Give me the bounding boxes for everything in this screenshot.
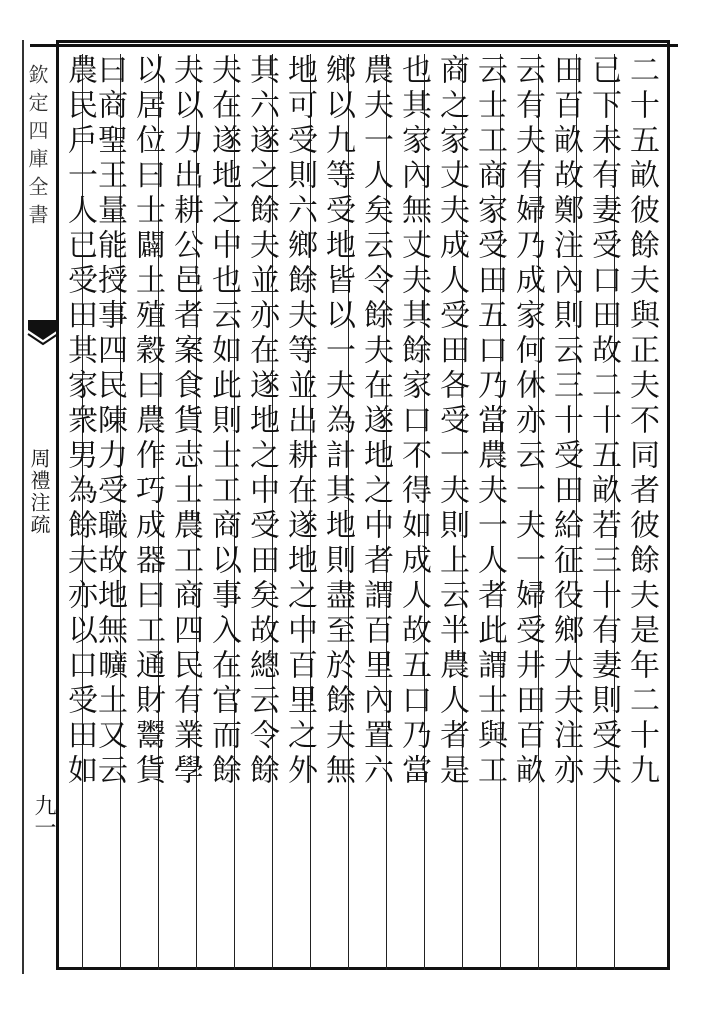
text-column: 夫以力出耕公邑者案食貨志士農工商四民有業學 [168, 54, 203, 789]
text-column: 夫在遂地之中也云如此則士工商以事入在官而餘 [206, 54, 241, 789]
text-column: 農夫一人矣云令餘夫在遂地之中者謂百里內置六 [358, 54, 393, 789]
text-column: 其六遂之餘夫並亦在遂地之中受田矣故總云令餘 [244, 54, 279, 789]
text-column: 也其家內無丈夫其餘家口不得如成人故五口乃當 [396, 54, 431, 789]
text-column: 二十五畝彼餘夫與正夫不同者彼餘夫是年二十九 [624, 54, 659, 789]
text-column: 田百畝故鄭注內則云三十受田給征役鄉大夫注亦 [548, 54, 583, 789]
margin-header: 欽定四庫全書 [25, 64, 49, 232]
book-title: 周禮注疏 [27, 448, 51, 536]
fishtail-mark-icon [26, 318, 60, 348]
text-column: 曰商聖王量能授事四民陳力受職故地無曠土又云 [92, 54, 127, 789]
text-column: 鄉以九等受地皆以一夫為計其地則盡至於餘夫無 [320, 54, 355, 789]
page-number: 九一 [31, 794, 56, 838]
text-column: 云有夫有婦乃成家何休亦云一夫一婦受井田百畝 [510, 54, 545, 789]
text-column: 以居位曰士闢土殖穀曰農作巧成器曰工通財鬻貨 [130, 54, 165, 789]
text-column: 地可受則六鄉餘夫等並出耕在遂地之中百里之外 [282, 54, 317, 789]
text-column: 已下未有妻受口田故二十五畝若三十有妻則受夫 [586, 54, 621, 789]
text-column: 農民戶一人已受田其家衆男為餘夫亦以口受田如 [62, 54, 97, 789]
text-column: 商之家丈夫成人受田各受一夫則上云半農人者是 [434, 54, 469, 789]
text-column: 云士工商家受田五口乃當農夫一人者此謂士與工 [472, 54, 507, 789]
